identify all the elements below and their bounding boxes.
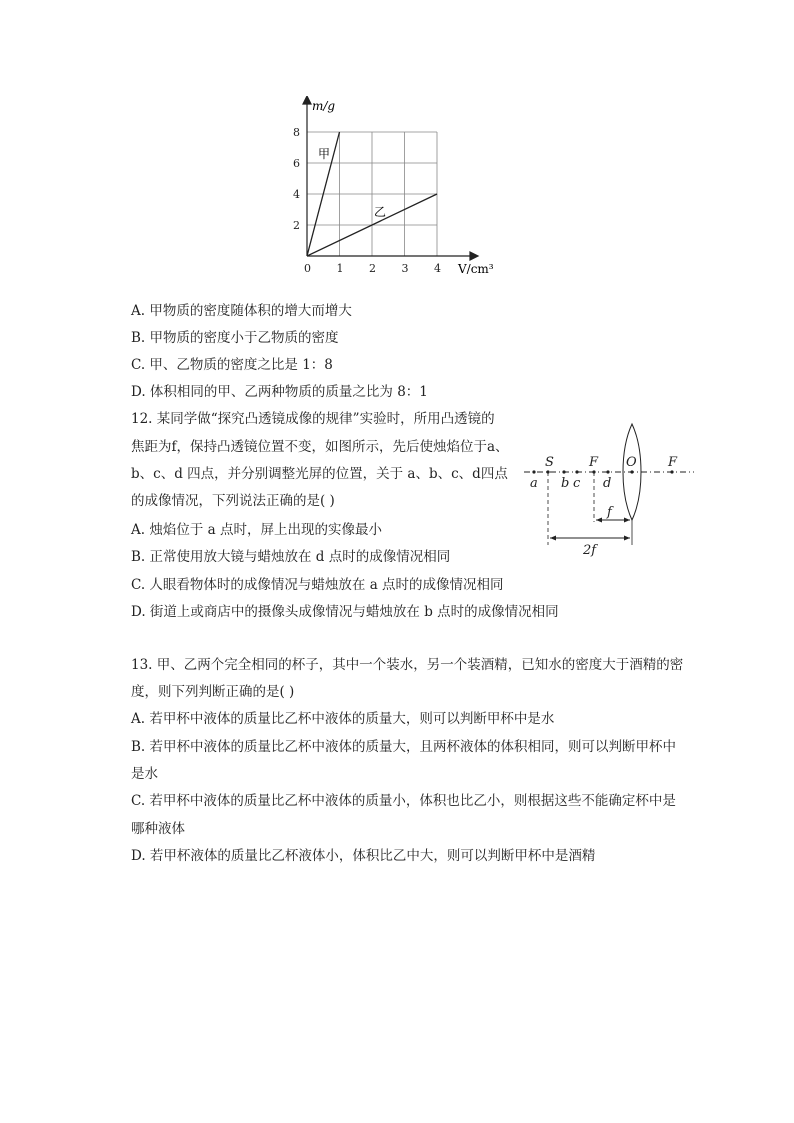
- point-f-left-dot: [592, 470, 595, 473]
- q12-option-d: D. 街道上或商店中的摄像头成像情况与蜡烛放在 b 点时的成像情况相同: [131, 604, 559, 620]
- point-d-dot: [606, 470, 609, 473]
- q12-stem-line4: 的成像情况，下列说法正确的是( ): [131, 493, 335, 509]
- label-c: c: [573, 476, 581, 491]
- label-f-right: F: [668, 455, 678, 470]
- q13-option-d: D. 若甲杯液体的质量比乙杯液体小，体积比乙中大，则可以判断甲杯中是酒精: [131, 848, 596, 864]
- x-axis-label: V/cm³: [458, 262, 494, 276]
- point-c-dot: [575, 470, 578, 473]
- q13-option-b-line1: B. 若甲杯中液体的质量比乙杯中液体的质量大，且两杯液体的体积相同，则可以判断甲杯中: [131, 739, 677, 755]
- x-tick-label: 0: [304, 262, 311, 275]
- point-f-right-dot: [670, 470, 673, 473]
- q13-stem-line2: 度，则下列判断正确的是( ): [131, 684, 295, 700]
- x-tick-label: 1: [336, 262, 344, 275]
- q13-stem-line1: 13. 甲、乙两个完全相同的杯子，其中一个装水，另一个装酒精，已知水的密度大于酒精的密: [131, 657, 684, 673]
- q13-option-c-line2: 哪种液体: [131, 821, 185, 837]
- x-tick-label: 4: [434, 262, 441, 275]
- q13-option-a: A. 若甲杯中液体的质量比乙杯中液体的质量大，则可以判断甲杯中是水: [131, 711, 555, 727]
- y-tick-label: 8: [293, 126, 300, 139]
- label-f: f: [607, 505, 612, 520]
- y-tick-label: 2: [293, 219, 300, 232]
- label-a: a: [530, 476, 538, 491]
- q12-stem-line2: 焦距为f，保持凸透镜位置不变，如图所示，先后使烛焰位于a、: [131, 439, 509, 455]
- point-o-dot: [630, 470, 633, 473]
- y-axis-label: m/g: [312, 99, 336, 113]
- x-tick-label: 3: [401, 262, 409, 275]
- line-b-label: 乙: [374, 205, 387, 219]
- q11-option-b: B. 甲物质的密度小于乙物质的密度: [131, 330, 339, 346]
- label-b: b: [561, 476, 570, 491]
- q13-option-c-line1: C. 若甲杯中液体的质量比乙杯中液体的质量小，体积也比乙小，则根据这些不能确定杯中是: [131, 793, 676, 809]
- point-b-dot: [562, 470, 565, 473]
- y-tick-label: 6: [293, 157, 300, 170]
- line-a-label: 甲: [318, 147, 331, 161]
- q12-option-c: C. 人眼看物体时的成像情况与蜡烛放在 a 点时的成像情况相同: [131, 577, 504, 593]
- x-tick-label: 2: [369, 262, 376, 275]
- q12-option-b: B. 正常使用放大镜与蜡烛放在 d 点时的成像情况相同: [131, 549, 451, 565]
- q11-option-d: D. 体积相同的甲、乙两种物质的质量之比为 8：1: [131, 384, 428, 400]
- q12-option-a: A. 烛焰位于 a 点时，屏上出现的实像最小: [131, 522, 382, 538]
- q11-option-c: C. 甲、乙物质的密度之比是 1：8: [131, 357, 333, 373]
- q11-option-a: A. 甲物质的密度随体积的增大而增大: [131, 303, 352, 319]
- q12-stem-line3: b、c、d 四点，并分别调整光屏的位置，关于 a、b、c、d四点: [131, 466, 508, 482]
- point-s-dot: [546, 470, 549, 473]
- mass-volume-graph: [282, 96, 522, 281]
- point-a-dot: [532, 470, 535, 473]
- graph-axes: [303, 96, 478, 260]
- q13-option-b-line2: 是水: [131, 766, 158, 782]
- y-tick-label: 4: [293, 188, 300, 201]
- q12-stem-line1: 12. 某同学做“探究凸透镜成像的规律”实验时，所用凸透镜的: [131, 411, 495, 427]
- convex-lens-diagram: [522, 420, 697, 560]
- label-d: d: [603, 476, 612, 491]
- label-s: S: [545, 455, 554, 470]
- label-o: O: [626, 455, 637, 470]
- label-2f: 2f: [583, 543, 597, 558]
- label-f-left: F: [589, 455, 599, 470]
